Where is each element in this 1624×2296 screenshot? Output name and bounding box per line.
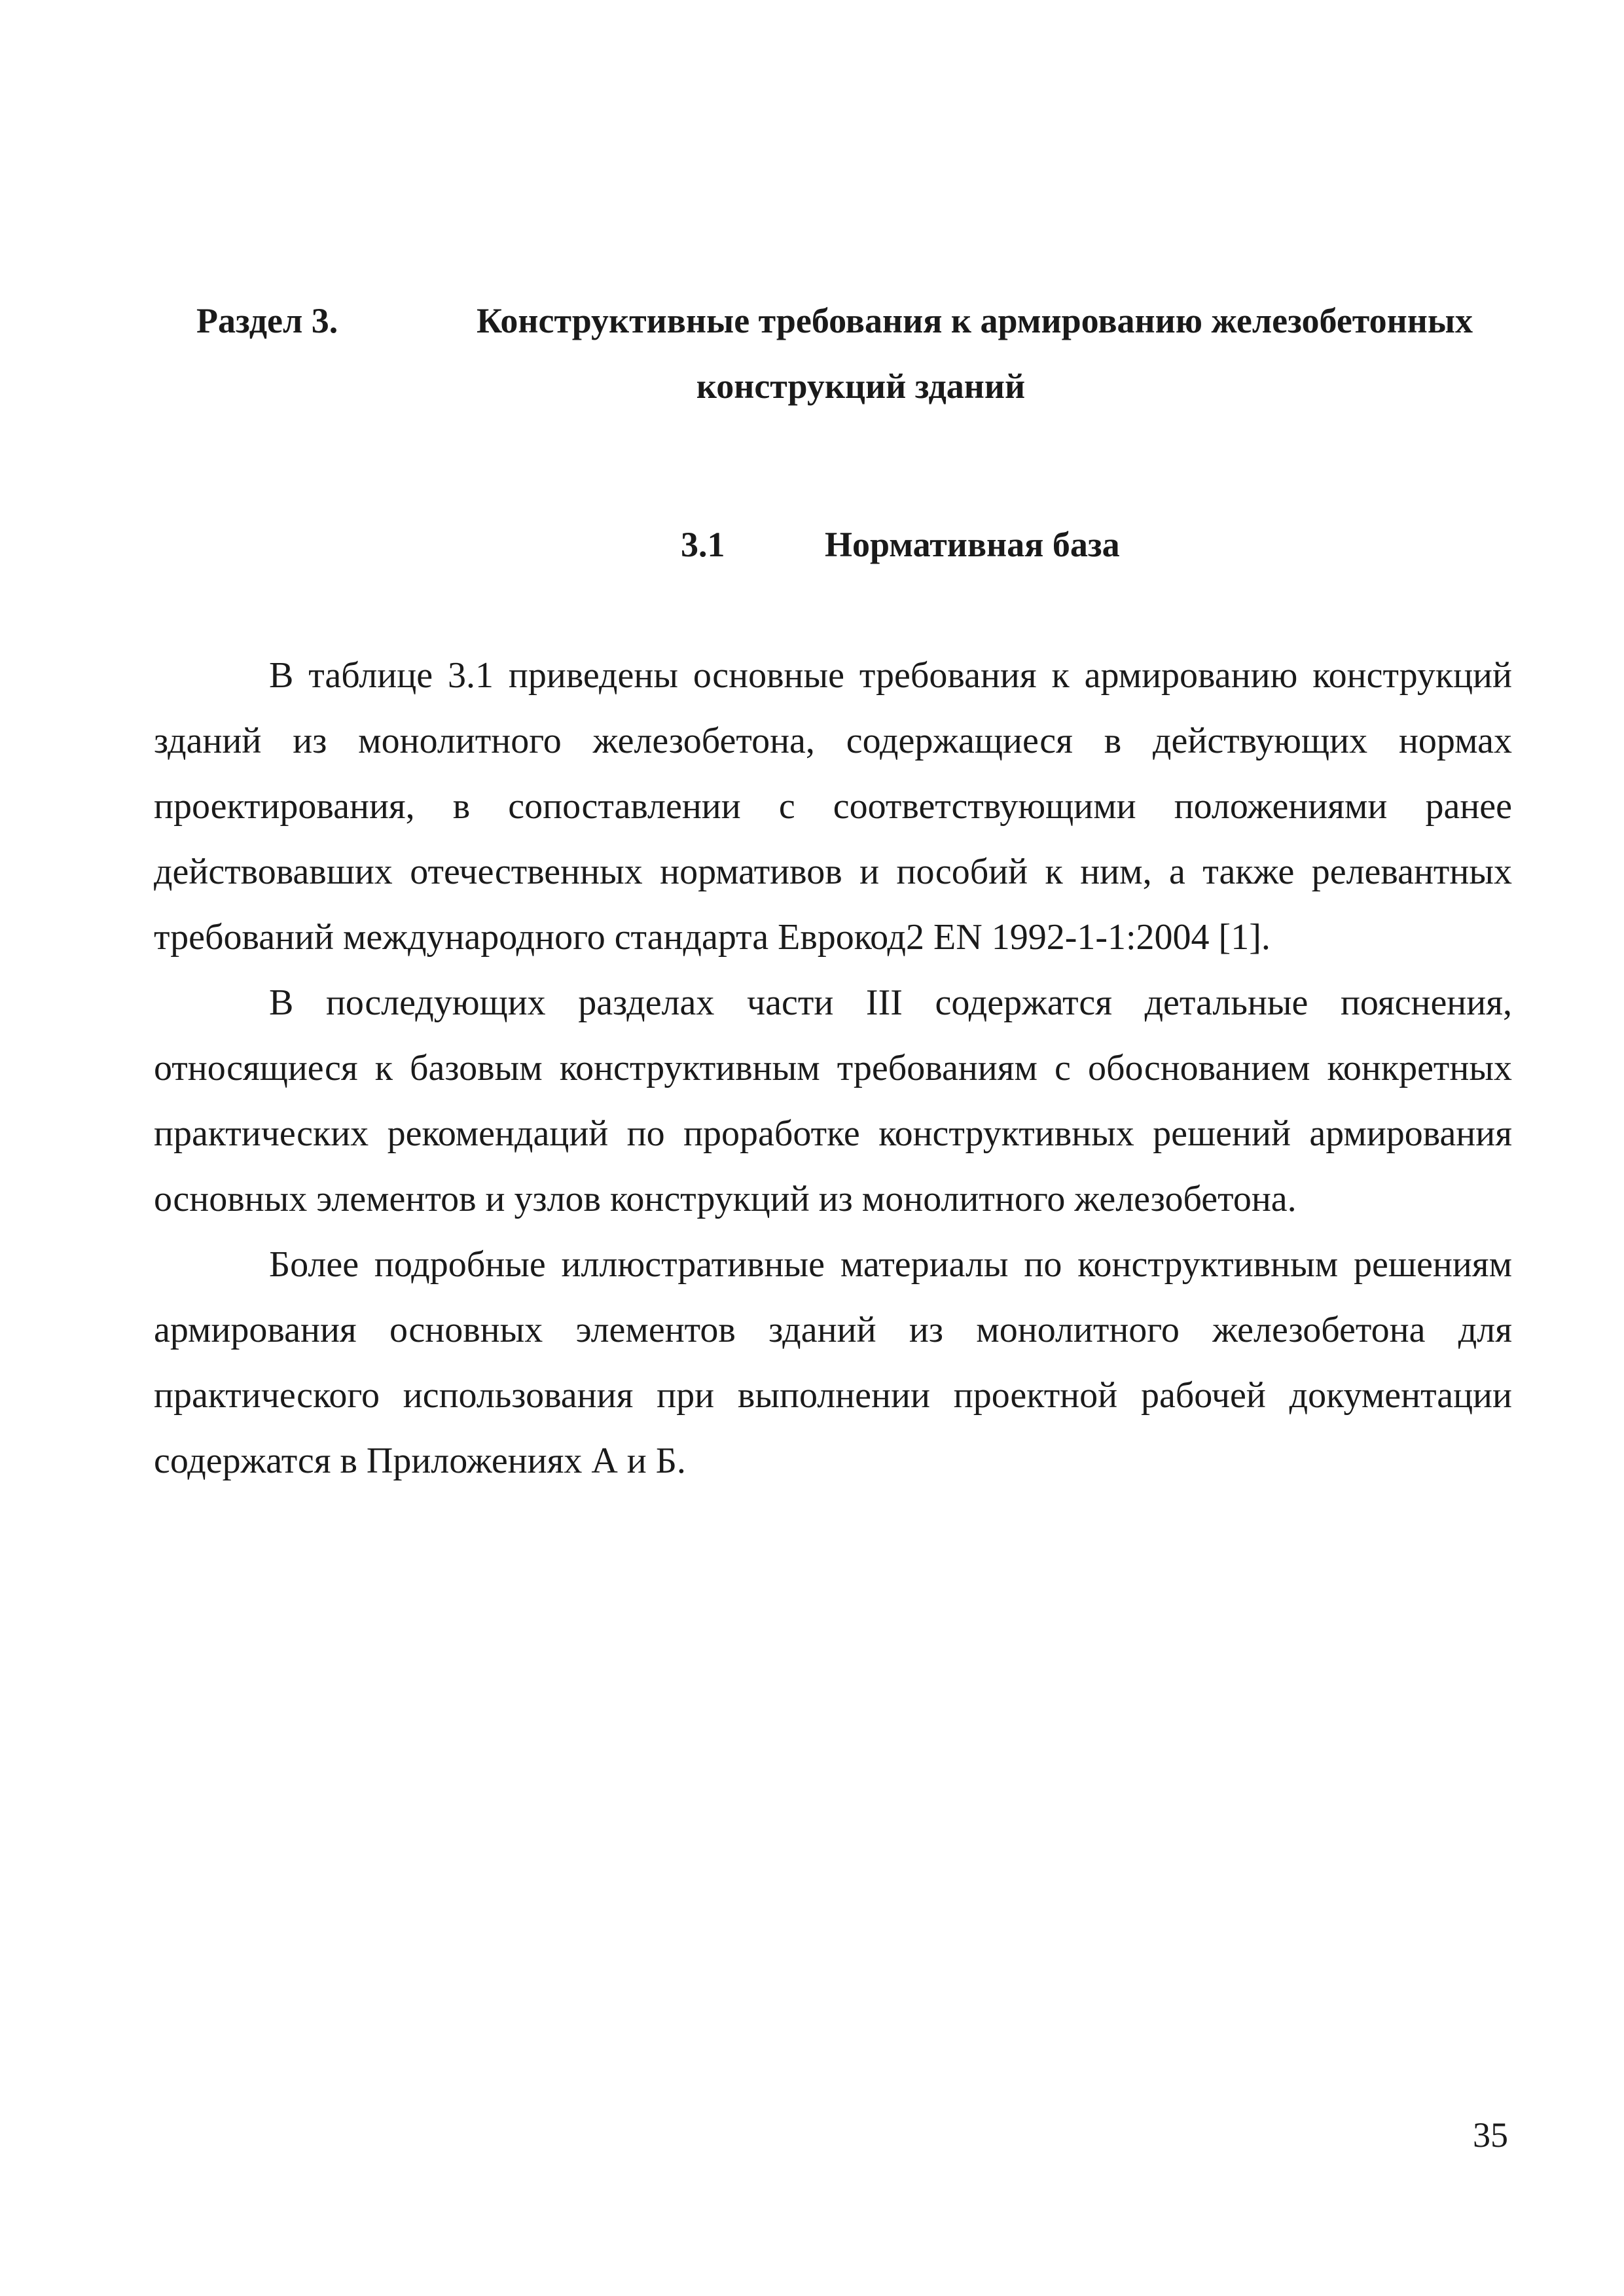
section-heading-line1 — [196, 288, 1473, 353]
body-text — [154, 643, 1512, 1494]
section-heading — [196, 288, 1473, 419]
section-number: Раздел 3. — [196, 301, 338, 340]
paragraph-3: Более подробные иллюстративные материалы по конструктивным решениям армирования основных элементов зданий из монолитного железобетона для практического использования при выполнении проектной рабочей документации содержатся в Приложениях А и Б. — [154, 1244, 1512, 1481]
section-title-line1: Конструктивные требования к армированию железобетонных — [476, 301, 1473, 340]
subsection-title: Нормативная база — [825, 525, 1120, 564]
section-title-line2: конструкций зданий — [696, 367, 1026, 406]
subsection-heading — [681, 518, 1120, 571]
paragraph-2: В последующих разделах части III содержатся детальные пояснения, относящиеся к базовым конструктивным требованиям с обоснованием конкретных практических рекомендаций по проработке конструктивных решений армирования основных элементов и узлов конструкций из монолитного железобетона. — [154, 982, 1512, 1219]
subsection-number: 3.1 — [681, 525, 725, 564]
page-number: 35 — [1473, 2115, 1508, 2155]
paragraph-1: В таблице 3.1 приведены основные требования к армированию конструкций зданий из монолитного железобетона, содержащиеся в действующих нормах проектирования, в сопоставлении с соответствующими положениями ранее действовавших отечественных нормативов и пособий к ним, а также релевантных требований международного стандарта Еврокод2 EN 1992-1-1:2004 [1]. — [154, 655, 1512, 958]
